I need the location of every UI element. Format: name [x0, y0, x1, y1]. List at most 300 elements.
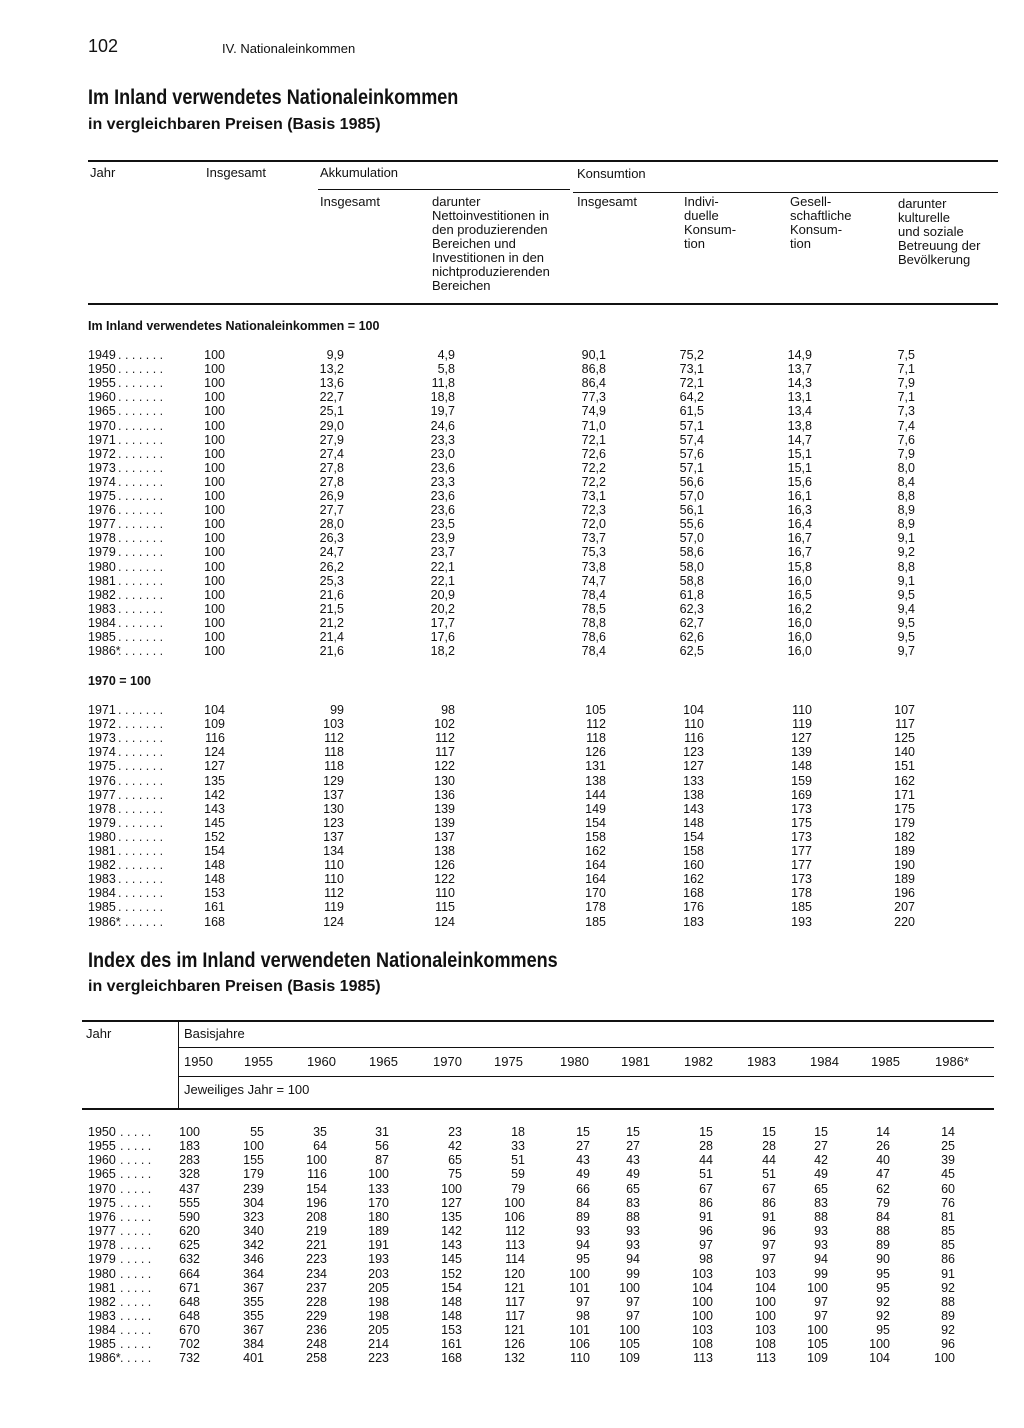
cell-value: 342: [243, 1238, 264, 1253]
cell-value: 24,6: [430, 418, 455, 433]
cell-value: 632: [179, 1252, 200, 1267]
row-year: 1960: [88, 390, 116, 405]
table-row: [0, 461, 1024, 475]
col-kon-darunter: darunter kulturelle und soziale Betreuung der Bevölkerung: [898, 196, 981, 267]
cell-value: 100: [204, 559, 225, 574]
cell-value: 83: [814, 1195, 828, 1210]
cell-value: 100: [692, 1294, 713, 1309]
table1-header-rule: [88, 303, 998, 305]
row-year: 1950: [88, 1125, 116, 1139]
leader-dots: . . . . . . .: [118, 531, 164, 546]
cell-value: 100: [204, 531, 225, 546]
cell-value: 105: [807, 1337, 828, 1352]
cell-value: 100: [204, 376, 225, 391]
cell-value: 16,3: [787, 503, 812, 518]
leader-dots: . . . . . . .: [118, 474, 164, 489]
leader-dots: . . . . . . .: [118, 517, 164, 532]
cell-value: 91: [762, 1209, 776, 1224]
cell-value: 22,1: [430, 559, 455, 574]
table-row: [0, 1167, 1024, 1181]
table-row: [0, 616, 1024, 630]
cell-value: 16,0: [787, 644, 812, 659]
cell-value: 62: [876, 1181, 890, 1196]
cell-value: 17,6: [430, 630, 455, 644]
cell-value: 182: [894, 829, 915, 844]
row-year: 1979: [88, 815, 116, 830]
row-year: 1979: [88, 545, 116, 560]
row-year: 1986*: [88, 644, 121, 659]
cell-value: 27: [576, 1139, 590, 1154]
leader-dots: . . . . . . .: [118, 601, 164, 616]
cell-value: 152: [204, 829, 225, 844]
t2-col-year: 1983: [747, 1054, 776, 1069]
cell-value: 159: [791, 773, 812, 788]
cell-value: 132: [504, 1351, 525, 1366]
cell-value: 100: [934, 1351, 955, 1366]
cell-value: 103: [692, 1323, 713, 1338]
leader-dots: . . . . .: [120, 1323, 152, 1338]
cell-value: 120: [504, 1266, 525, 1281]
cell-value: 104: [755, 1280, 776, 1295]
cell-value: 229: [306, 1308, 327, 1323]
cell-value: 100: [441, 1181, 462, 1196]
cell-value: 74,7: [581, 573, 606, 588]
t2-col-year: 1980: [560, 1054, 589, 1069]
cell-value: 116: [205, 731, 225, 746]
cell-value: 13,8: [787, 418, 812, 433]
leader-dots: . . . . . . .: [118, 858, 164, 873]
cell-value: 148: [204, 858, 225, 873]
cell-value: 4,9: [437, 348, 455, 362]
cell-value: 179: [894, 815, 915, 830]
cell-value: 14: [876, 1125, 890, 1139]
row-year: 1985: [88, 1337, 116, 1352]
cell-value: 176: [683, 900, 704, 915]
cell-value: 143: [683, 801, 704, 816]
cell-value: 220: [894, 914, 915, 929]
cell-value: 92: [876, 1308, 890, 1323]
cell-value: 16,0: [787, 615, 812, 630]
cell-value: 23,0: [430, 446, 455, 461]
leader-dots: . . . . . . .: [118, 745, 164, 760]
leader-dots: . . . . .: [120, 1181, 152, 1196]
cell-value: 73,1: [679, 362, 704, 377]
cell-value: 66: [576, 1181, 590, 1196]
cell-value: 119: [324, 900, 344, 915]
cell-value: 367: [243, 1280, 264, 1295]
cell-value: 13,4: [787, 404, 812, 419]
cell-value: 139: [434, 801, 455, 816]
cell-value: 24,7: [319, 545, 344, 560]
cell-value: 648: [179, 1294, 200, 1309]
cell-value: 162: [585, 844, 606, 858]
cell-value: 51: [699, 1167, 713, 1182]
leader-dots: . . . . .: [120, 1280, 152, 1295]
leader-dots: . . . . .: [120, 1308, 152, 1323]
cell-value: 104: [683, 703, 704, 717]
table-row: [0, 602, 1024, 616]
t2-col-basisjahre: Basisjahre: [184, 1026, 245, 1041]
cell-value: 62,5: [679, 644, 704, 659]
cell-value: 56,6: [679, 474, 704, 489]
cell-value: 81: [941, 1209, 955, 1224]
row-year: 1986*: [88, 1351, 121, 1366]
cell-value: 135: [441, 1209, 462, 1224]
row-year: 1981: [88, 1280, 116, 1295]
cell-value: 90: [876, 1252, 890, 1267]
table-row: [0, 816, 1024, 830]
cell-value: 57,1: [679, 460, 704, 475]
cell-value: 138: [434, 844, 455, 858]
cell-value: 168: [683, 886, 704, 901]
cell-value: 143: [204, 801, 225, 816]
t2-col-jahr: Jahr: [86, 1026, 112, 1041]
table-row: [0, 1323, 1024, 1337]
cell-value: 110: [435, 886, 455, 901]
cell-value: 100: [368, 1167, 389, 1182]
leader-dots: . . . . .: [120, 1153, 152, 1168]
cell-value: 61,8: [679, 587, 704, 602]
cell-value: 72,1: [679, 376, 704, 391]
cell-value: 15,6: [787, 474, 812, 489]
leader-dots: . . . . .: [120, 1125, 152, 1139]
cell-value: 27: [814, 1139, 828, 1154]
page-number: 102: [88, 36, 119, 56]
cell-value: 384: [243, 1337, 264, 1352]
cell-value: 117: [895, 717, 915, 732]
cell-value: 100: [204, 404, 225, 419]
leader-dots: . . . . . . .: [118, 404, 164, 419]
table-row: [0, 1224, 1024, 1238]
row-year: 1976: [88, 503, 116, 518]
cell-value: 139: [434, 815, 455, 830]
cell-value: 134: [323, 844, 344, 858]
row-year: 1978: [88, 531, 116, 546]
leader-dots: . . . . . . .: [118, 559, 164, 574]
cell-value: 148: [791, 759, 812, 774]
cell-value: 153: [204, 886, 225, 901]
cell-value: 103: [692, 1266, 713, 1281]
cell-value: 13,7: [787, 362, 812, 377]
cell-value: 97: [814, 1294, 828, 1309]
cell-value: 100: [204, 517, 225, 532]
t2-col-year: 1981: [621, 1054, 650, 1069]
cell-value: 112: [586, 717, 606, 732]
cell-value: 8,8: [897, 489, 915, 503]
table-row: [0, 362, 1024, 376]
cell-value: 152: [441, 1266, 462, 1281]
cell-value: 112: [324, 886, 344, 901]
cell-value: 100: [204, 601, 225, 616]
years-rule: [178, 1076, 994, 1077]
table-row: [0, 1238, 1024, 1252]
cell-value: 51: [511, 1153, 525, 1168]
cell-value: 15,1: [787, 446, 812, 461]
cell-value: 43: [626, 1153, 640, 1168]
cell-value: 98: [576, 1308, 590, 1323]
cell-value: 100: [204, 460, 225, 475]
table1-title: Im Inland verwendetes Nationaleinkommen: [88, 86, 459, 109]
table-row: [0, 348, 1024, 362]
cell-value: 100: [504, 1195, 525, 1210]
table-row: [0, 1182, 1024, 1196]
cell-value: 112: [505, 1224, 525, 1239]
cell-value: 9,7: [897, 644, 915, 659]
cell-value: 198: [368, 1294, 389, 1309]
row-year: 1949: [88, 348, 116, 362]
cell-value: 142: [204, 787, 225, 802]
cell-value: 154: [683, 829, 704, 844]
row-year: 1976: [88, 1209, 116, 1224]
cell-value: 127: [441, 1195, 462, 1210]
table-row: [0, 517, 1024, 531]
cell-value: 15: [762, 1125, 776, 1139]
cell-value: 118: [324, 745, 344, 760]
cell-value: 16,7: [787, 545, 812, 560]
cell-value: 125: [894, 731, 915, 746]
leader-dots: . . . . . . .: [118, 489, 164, 503]
cell-value: 89: [576, 1209, 590, 1224]
cell-value: 43: [576, 1153, 590, 1168]
cell-value: 23,3: [430, 474, 455, 489]
cell-value: 93: [576, 1224, 590, 1239]
cell-value: 177: [791, 858, 812, 873]
cell-value: 100: [204, 432, 225, 447]
cell-value: 7,9: [897, 376, 915, 391]
table1-top-rule: [88, 160, 998, 162]
cell-value: 103: [755, 1323, 776, 1338]
cell-value: 8,8: [897, 559, 915, 574]
cell-value: 72,0: [581, 517, 606, 532]
cell-value: 61,5: [679, 404, 704, 419]
cell-value: 160: [683, 858, 704, 873]
cell-value: 355: [243, 1308, 264, 1323]
cell-value: 72,3: [581, 503, 606, 518]
cell-value: 100: [204, 446, 225, 461]
table-row: [0, 447, 1024, 461]
cell-value: 96: [762, 1224, 776, 1239]
row-year: 1983: [88, 1308, 116, 1323]
leader-dots: . . . . . . .: [118, 362, 164, 377]
table-row: [0, 900, 1024, 914]
cell-value: 44: [762, 1153, 776, 1168]
row-year: 1977: [88, 787, 116, 802]
cell-value: 110: [324, 872, 344, 887]
cell-value: 151: [894, 759, 915, 774]
leader-dots: . . . . . . .: [118, 432, 164, 447]
cell-value: 100: [204, 503, 225, 518]
cell-value: 18: [511, 1125, 525, 1139]
table1-section-a: Im Inland verwendetes Nationaleinkommen = 100: [88, 319, 380, 333]
cell-value: 27,9: [319, 432, 344, 447]
cell-value: 57,4: [679, 432, 704, 447]
cell-value: 72,2: [581, 460, 606, 475]
table-row: [0, 1139, 1024, 1153]
row-year: 1980: [88, 559, 116, 574]
cell-value: 112: [435, 731, 455, 746]
leader-dots: . . . . . . .: [118, 886, 164, 901]
table-row: [0, 1153, 1024, 1167]
cell-value: 97: [626, 1308, 640, 1323]
cell-value: 86: [762, 1195, 776, 1210]
cell-value: 203: [368, 1266, 389, 1281]
cell-value: 437: [179, 1181, 200, 1196]
table-row: [0, 503, 1024, 517]
cell-value: 16,1: [787, 489, 812, 503]
cell-value: 79: [511, 1181, 525, 1196]
cell-value: 648: [179, 1308, 200, 1323]
col-insgesamt: Insgesamt: [206, 165, 266, 180]
table-row: [0, 489, 1024, 503]
cell-value: 555: [179, 1195, 200, 1210]
table-row: [0, 717, 1024, 731]
leader-dots: . . . . . . .: [118, 759, 164, 774]
cell-value: 221: [306, 1238, 327, 1253]
cell-value: 15,1: [787, 460, 812, 475]
row-year: 1955: [88, 376, 116, 391]
table-row: [0, 872, 1024, 886]
row-year: 1982: [88, 1294, 116, 1309]
cell-value: 97: [814, 1308, 828, 1323]
cell-value: 44: [699, 1153, 713, 1168]
cell-value: 168: [441, 1351, 462, 1366]
cell-value: 23,6: [430, 503, 455, 518]
cell-value: 23: [448, 1125, 462, 1139]
cell-value: 78,8: [581, 615, 606, 630]
row-year: 1971: [88, 703, 116, 717]
cell-value: 22,1: [430, 573, 455, 588]
cell-value: 78,5: [581, 601, 606, 616]
t2-col-year: 1970: [433, 1054, 462, 1069]
row-year: 1972: [88, 717, 116, 732]
cell-value: 116: [684, 731, 704, 746]
cell-value: 47: [876, 1167, 890, 1182]
cell-value: 189: [894, 872, 915, 887]
cell-value: 148: [683, 815, 704, 830]
cell-value: 91: [941, 1266, 955, 1281]
table-row: [0, 390, 1024, 404]
table2-vertical-rule: [178, 1022, 179, 1108]
cell-value: 9,2: [897, 545, 915, 560]
leader-dots: . . . . . . .: [118, 801, 164, 816]
cell-value: 88: [941, 1294, 955, 1309]
cell-value: 110: [570, 1351, 590, 1366]
cell-value: 126: [585, 745, 606, 760]
cell-value: 13,1: [787, 390, 812, 405]
cell-value: 173: [791, 829, 812, 844]
row-year: 1974: [88, 474, 116, 489]
cell-value: 100: [755, 1294, 776, 1309]
cell-value: 99: [626, 1266, 640, 1281]
cell-value: 123: [683, 745, 704, 760]
leader-dots: . . . . .: [120, 1195, 152, 1210]
leader-dots: . . . . .: [120, 1266, 152, 1281]
cell-value: 13,2: [319, 362, 344, 377]
cell-value: 219: [306, 1224, 327, 1239]
cell-value: 169: [791, 787, 812, 802]
cell-value: 100: [204, 348, 225, 362]
row-year: 1982: [88, 858, 116, 873]
cell-value: 83: [626, 1195, 640, 1210]
cell-value: 84: [576, 1195, 590, 1210]
cell-value: 92: [876, 1294, 890, 1309]
row-year: 1973: [88, 460, 116, 475]
cell-value: 122: [434, 872, 455, 887]
cell-value: 117: [435, 745, 455, 760]
cell-value: 21,5: [319, 601, 344, 616]
cell-value: 16,7: [787, 531, 812, 546]
cell-value: 7,9: [897, 446, 915, 461]
cell-value: 35: [313, 1125, 327, 1139]
leader-dots: . . . . . . .: [118, 773, 164, 788]
leader-dots: . . . . .: [120, 1294, 152, 1309]
cell-value: 223: [306, 1252, 327, 1267]
cell-value: 27,8: [319, 460, 344, 475]
row-year: 1960: [88, 1153, 116, 1168]
cell-value: 97: [576, 1294, 590, 1309]
cell-value: 73,7: [581, 531, 606, 546]
cell-value: 100: [755, 1308, 776, 1323]
cell-value: 73,1: [581, 489, 606, 503]
table2-top-rule: [82, 1020, 994, 1022]
cell-value: 49: [814, 1167, 828, 1182]
akkumulation-rule: [318, 189, 570, 190]
cell-value: 113: [693, 1351, 713, 1366]
cell-value: 129: [323, 773, 344, 788]
row-year: 1975: [88, 1195, 116, 1210]
leader-dots: . . . . . . .: [118, 815, 164, 830]
cell-value: 8,4: [897, 474, 915, 489]
row-year: 1970: [88, 418, 116, 433]
cell-value: 135: [204, 773, 225, 788]
cell-value: 95: [876, 1323, 890, 1338]
row-year: 1984: [88, 615, 116, 630]
cell-value: 110: [684, 717, 704, 732]
cell-value: 58,8: [679, 573, 704, 588]
leader-dots: . . . . . . .: [118, 390, 164, 405]
cell-value: 28: [699, 1139, 713, 1154]
leader-dots: . . . . . . .: [118, 418, 164, 433]
cell-value: 55: [250, 1125, 264, 1139]
row-year: 1973: [88, 731, 116, 746]
cell-value: 179: [243, 1167, 264, 1182]
table-row: [0, 1309, 1024, 1323]
cell-value: 223: [368, 1351, 389, 1366]
cell-value: 175: [791, 815, 812, 830]
cell-value: 207: [894, 900, 915, 915]
cell-value: 364: [243, 1266, 264, 1281]
cell-value: 113: [756, 1351, 776, 1366]
cell-value: 62,6: [679, 630, 704, 644]
cell-value: 185: [791, 900, 812, 915]
cell-value: 161: [441, 1337, 462, 1352]
cell-value: 94: [814, 1252, 828, 1267]
leader-dots: . . . . . . .: [118, 446, 164, 461]
cell-value: 239: [243, 1181, 264, 1196]
cell-value: 100: [869, 1337, 890, 1352]
cell-value: 154: [204, 844, 225, 858]
leader-dots: . . . . . . .: [118, 731, 164, 746]
cell-value: 17,7: [430, 615, 455, 630]
cell-value: 100: [692, 1308, 713, 1323]
cell-value: 28: [762, 1139, 776, 1154]
row-year: 1965: [88, 404, 116, 419]
table-row: [0, 1196, 1024, 1210]
cell-value: 355: [243, 1294, 264, 1309]
cell-value: 14: [941, 1125, 955, 1139]
cell-value: 92: [941, 1323, 955, 1338]
cell-value: 148: [204, 872, 225, 887]
